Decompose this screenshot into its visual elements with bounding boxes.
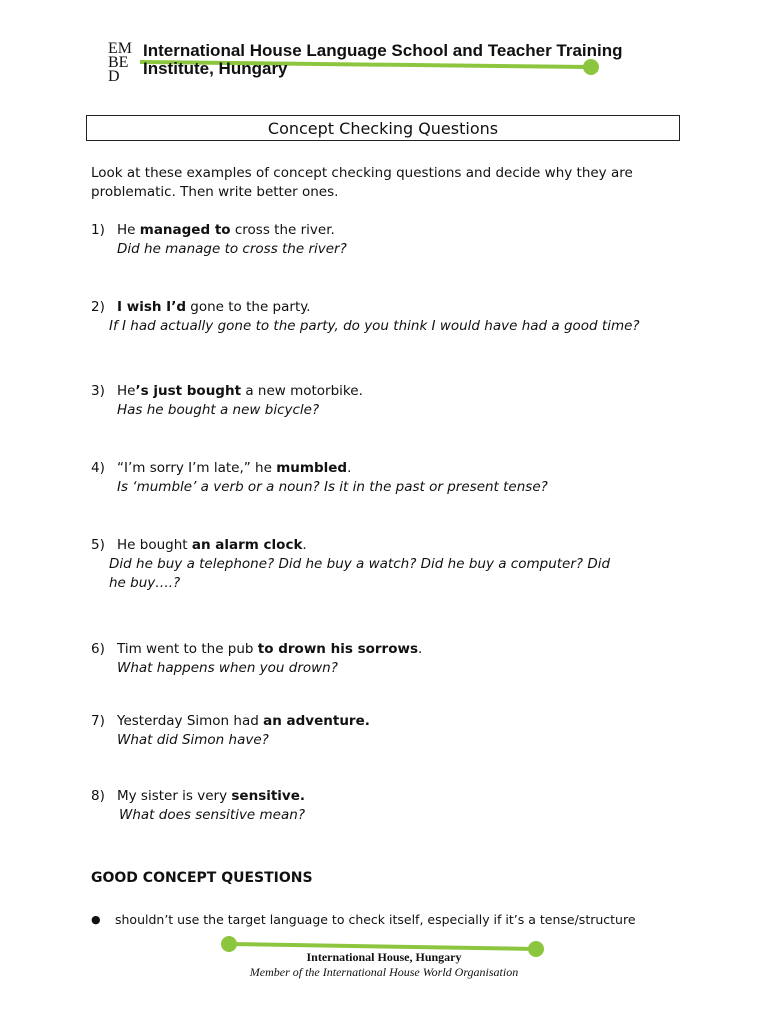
question-item [91,712,671,750]
question-item [91,536,671,593]
bullet-icon: ● [91,913,101,926]
footer-membership: Member of the International House World Organisation [249,965,519,979]
concept-question: Has he bought a new bicycle? [117,402,320,418]
concept-question: Is ‘mumble’ a verb or a noun? Is it in the past or present tense? [117,479,548,495]
target-language: an alarm clock [191,537,303,553]
example-sentence: Tim went to the pub to drown his sorrows. [117,641,423,657]
concept-question: If I had actually gone to the party, do you think I would have had a good time? [109,318,640,334]
example-sentence: He bought an alarm clock. [117,537,307,553]
good-questions-heading: GOOD CONCEPT QUESTIONS [91,870,313,886]
intro-paragraph: Look at these examples of concept checking questions and decide why they are problematic. Then write better ones. [91,165,633,200]
question-item [91,787,671,825]
target-language: an adventure. [263,713,370,729]
concept-question: Did he manage to cross the river? [117,241,347,257]
question-number: 5) [91,537,105,553]
question-item [91,382,671,420]
example-sentence: My sister is very sensitive. [117,788,306,804]
page-footer [200,950,568,980]
embed-placeholder: EMBED [108,40,132,85]
concept-question: What happens when you drown? [117,660,338,676]
example-sentence: He managed to cross the river. [117,222,335,238]
question-item [91,298,671,336]
good-questions-bullet [91,911,691,929]
question-number: 8) [91,788,105,804]
question-number: 6) [91,641,105,657]
target-language: sensitive. [231,788,306,804]
target-language: I wish I’d [117,299,186,315]
example-sentence: Yesterday Simon had an adventure. [117,713,370,729]
target-language: to drown his sorrows [257,641,418,657]
question-number: 7) [91,713,105,729]
example-sentence: He’s just bought a new motorbike. [117,383,363,399]
question-number: 3) [91,383,105,399]
concept-question: What does sensitive mean? [119,807,305,823]
footer-accent-line [229,944,536,949]
target-language: ’s just bought [135,383,242,399]
concept-question: What did Simon have? [117,732,269,748]
concept-question: Did he buy a telephone? Did he buy a watch? Did he buy a computer? Did he buy….? [109,556,611,591]
question-number: 4) [91,460,105,476]
question-number: 2) [91,299,105,315]
document-title: Concept Checking Questions [267,118,499,138]
target-language: mumbled [276,460,348,476]
target-language: managed to [139,222,231,238]
example-sentence: “I’m sorry I’m late,” he mumbled. [117,460,352,476]
footer-org-name: International House, Hungary [306,950,462,964]
bullet-text: shouldn’t use the target language to check itself, especially if it’s a tense/structure [115,912,636,927]
question-item [91,640,671,678]
document-title-box [86,115,680,141]
question-item [91,221,671,259]
example-sentence: I wish I’d gone to the party. [117,299,311,315]
question-number: 1) [91,222,105,238]
question-item [91,459,671,497]
header-title: International House Language School and Teacher Training Institute, Hungary [143,41,623,78]
